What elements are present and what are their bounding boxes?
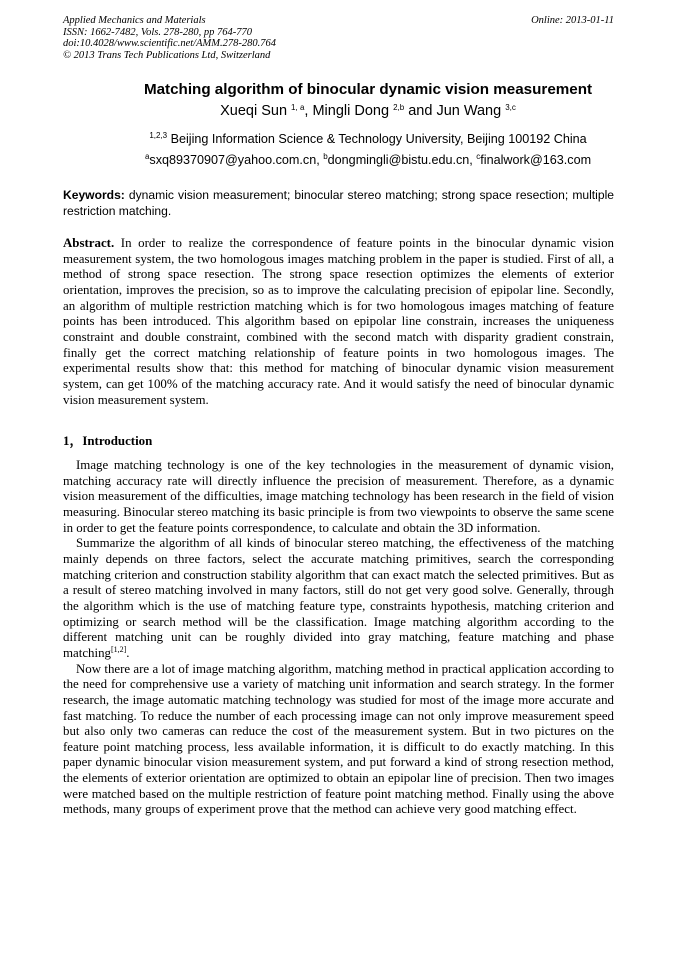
email-mark: c — [476, 152, 481, 161]
author-name: Xueqi Sun — [220, 103, 288, 119]
author-separator: and — [404, 103, 437, 119]
email-mark: a — [144, 152, 150, 161]
author-affiliation-mark: 2,b — [393, 103, 405, 112]
abstract-block — [63, 236, 614, 408]
author-affiliation-mark: 1, a — [291, 103, 305, 112]
paragraph-end: . — [126, 645, 130, 660]
affiliation-mark: 1,2,3 — [149, 131, 168, 140]
abstract-label: Abstract. — [63, 236, 115, 250]
online-date: Online: 2013-01-11 — [531, 15, 614, 26]
section-heading-introduction: 1，Introduction — [63, 434, 153, 448]
author-separator: , — [304, 103, 313, 119]
keywords-label: Keywords: — [63, 188, 125, 202]
author-line — [63, 102, 673, 120]
affiliation-text: Beijing Information Science & Technology University, Beijing 100192 China — [167, 132, 587, 146]
journal-name: Applied Mechanics and Materials — [63, 15, 206, 26]
affiliation — [63, 131, 673, 147]
abstract-text: In order to realize the correspondence of feature points in the binocular dynamic vision measurement system, the two homologous images matching problem in the paper is studied. First of all, a method of strong space resection. The strong space resection optimizes the elements of exterior orientation, improves the precision, so as to improve the calculating precision of epipolar line. Secondly, an algorithm of multiple restriction matching which is for two homologous images matching of feature points has been introduced. This algorithm based on epipolar line constrain, increases the uniqueness constraint and double constraint, combined with the second match with disparity gradient constrain, finally get the correct matching relationship of feature points in two homologous images. The experimental results show that: this method for matching of binocular dynamic vision measurement system, can get 100% of the matching accuracy rate. And it would satisfy the need of binocular dynamic vision measurement system. — [63, 236, 614, 407]
email-address[interactable]: dongmingli@bistu.edu.cn, — [327, 153, 477, 167]
email-mark: b — [323, 152, 328, 161]
copyright-line: © 2013 Trans Tech Publications Ltd, Switzerland — [63, 49, 271, 61]
issn-line: ISSN: 1662-7482, Vols. 278-280, pp 764-770 — [63, 26, 252, 38]
keywords-block — [63, 188, 614, 220]
paper-title: Matching algorithm of binocular dynamic vision measurement — [143, 81, 593, 98]
paragraph — [63, 536, 614, 661]
email-line — [63, 152, 673, 168]
author-name: Jun Wang — [436, 103, 502, 119]
author-name: Mingli Dong — [312, 103, 390, 119]
keywords-text: dynamic vision measurement; binocular stereo matching; strong space resection; multiple restriction matching. — [63, 188, 614, 218]
paragraph: Image matching technology is one of the key technologies in the measurement of dynamic vision, matching accuracy rate will directly influence the precision of measurement. Therefore, as a dynamic vision measurement of the difficulties, image matching technology has been research in the field of vision measuring. Binocular stereo matching its basic principle is from two viewpoints to observe the same scene in order to get the feature points correspondence, to calculate and obtain the 3D information. — [63, 458, 614, 535]
email-address[interactable]: sxq89370907@yahoo.com.cn, — [149, 153, 324, 167]
citation-mark[interactable]: [1,2] — [110, 644, 127, 654]
paragraph-text: Summarize the algorithm of all kinds of binocular stereo matching, the effectiveness of the matching mainly depends on three factors, select the accurate matching primitives, search the corresponding matching criterion and construction stability algorithm that can exact match the selected primitives. But as a result of stereo matching involved in many factors, still do not get very good solve. Generally, through the algorithm which is the use of matching feature type, constraints hypothesis, matching criterion and optimizing or search method will be the classification. Image matching algorithm according to the different matching unit can be roughly divided into gray matching, feature matching and phase matching — [63, 536, 614, 660]
introduction-body — [63, 458, 614, 818]
paragraph: Now there are a lot of image matching algorithm, matching method in practical application according to the need for comprehensive use a variety of matching unit information and search strategy. In the former research, the image automatic matching technology was studied for most of the image more accurate and fast matching. To reduce the number of each processing image can not only improve measurement speed but also only two cameras can reduce the cost of the measurement system. But in two pictures on the feature point matching process, less available information, it is difficult to do exactly matching. In this paper dynamic binocular vision measurement system, and put forward a kind of strong resection method, the elements of exterior orientation are optimized to obtain an epipolar line of precision. Then two images were matched based on the multiple restriction of feature point matching method. Finally using the above methods, many groups of experiment prove that the method can achieve very good matching effect. — [63, 661, 614, 817]
journal-header — [63, 15, 276, 61]
email-address[interactable]: finalwork@163.com — [480, 153, 592, 167]
author-affiliation-mark: 3,c — [505, 103, 516, 112]
doi-line[interactable]: doi:10.4028/www.scientific.net/AMM.278-280.764 — [63, 38, 276, 49]
